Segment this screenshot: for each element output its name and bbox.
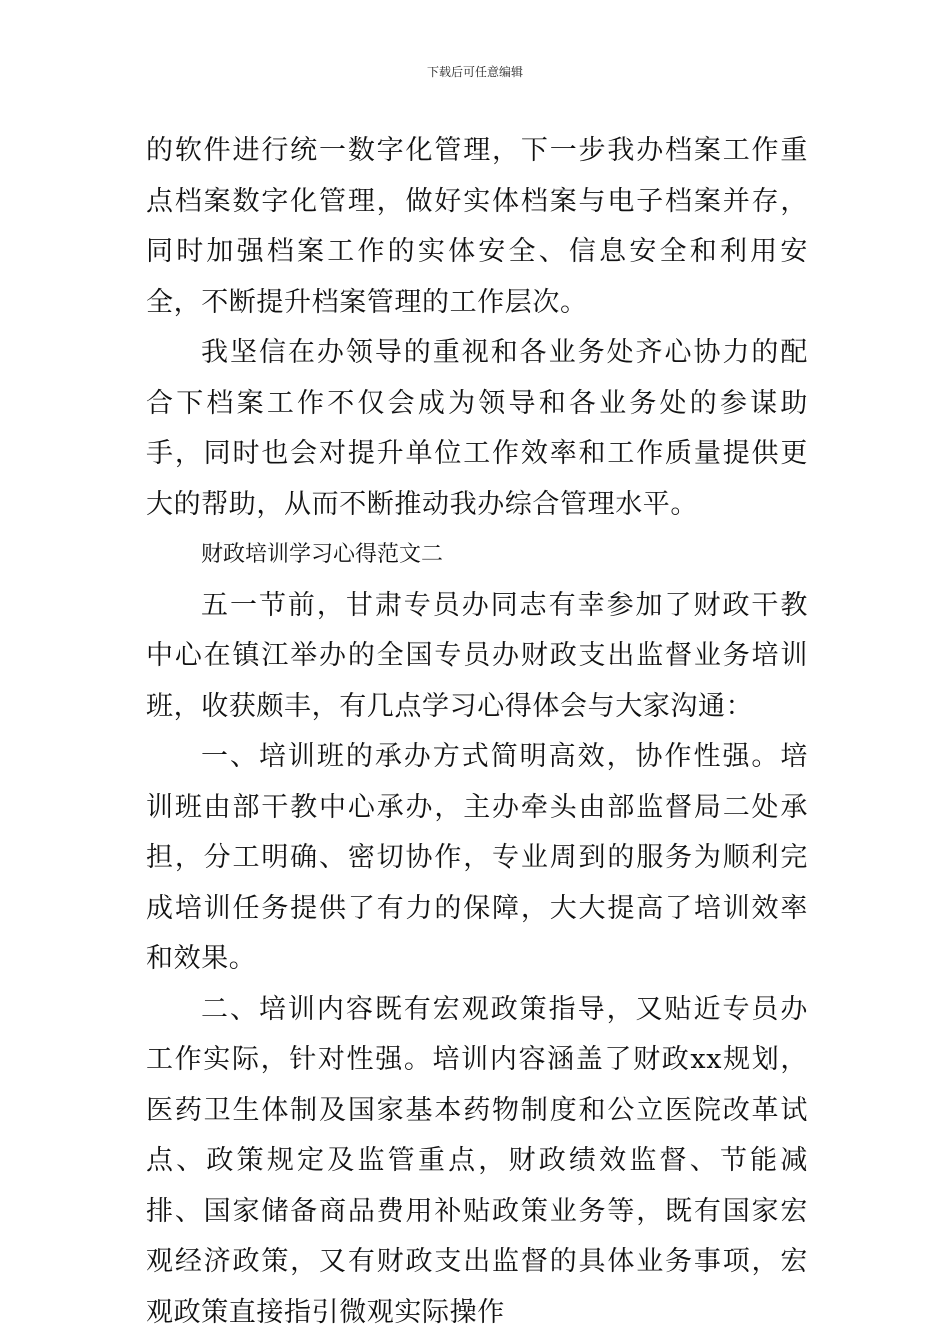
section-heading: 财政培训学习心得范文二 xyxy=(201,542,444,567)
paragraph-continued: 的软件进行统一数字化管理，下一步我办档案工作重点档案数字化管理，做好实体档案与电子档案并存，同时加强档案工作的实体安全、信息安全和利用安全，不断提升档案管理的工作层次。 xyxy=(146,135,808,318)
paragraph: 二、培训内容既有宏观政策指导，又贴近专员办工作实际，针对性强。培训内容涵盖了财政xx规划，医药卫生体制及国家基本药物制度和公立医院改革试点、政策规定及监管重点，财政绩效监督、节能减排、国家储备商品费用补贴政策业务等，既有国家宏观经济政策，又有财政支出监督的具体业务事项，宏观政策直接指引微观实际操作 xyxy=(146,993,808,1328)
paragraph: 我坚信在办领导的重视和各业务处齐心协力的配合下档案工作不仅会成为领导和各业务处的参谋助手，同时也会对提升单位工作效率和工作质量提供更大的帮助，从而不断推动我办综合管理水平。 xyxy=(146,337,808,520)
paragraph: 五一节前，甘肃专员办同志有幸参加了财政干教中心在镇江举办的全国专员办财政支出监督业务培训班，收获颇丰，有几点学习心得体会与大家沟通： xyxy=(146,589,808,722)
page-header: 下载后可任意编辑 xyxy=(426,65,523,79)
paragraph: 一、培训班的承办方式简明高效，协作性强。培训班由部干教中心承办，主办牵头由部监督局二处承担，分工明确、密切协作，专业周到的服务为顺利完成培训任务提供了有力的保障，大大提高了培训效率和效果。 xyxy=(146,741,808,974)
document-body xyxy=(146,126,808,1338)
